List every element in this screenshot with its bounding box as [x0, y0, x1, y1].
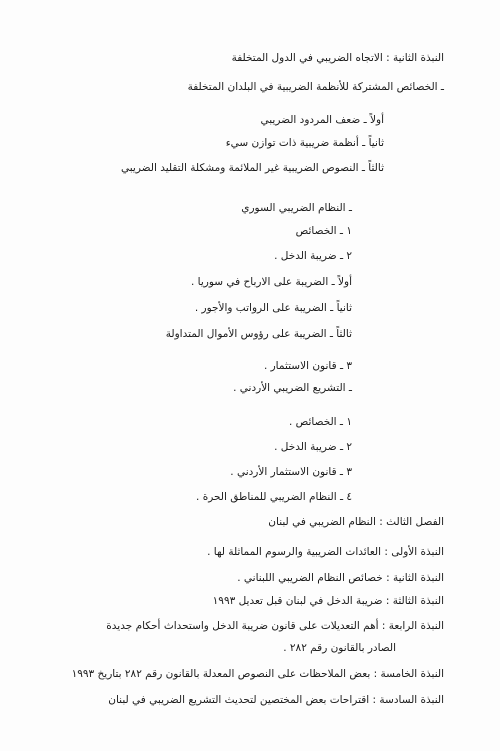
outline-line-10: ثانياً ـ الضريبة على الرواتب والأجور .: [194, 302, 352, 314]
outline-line-9: أولاً ـ الضريبة على الارباح في سوريا .: [190, 276, 352, 288]
outline-line-8: ٢ ـ ضريبة الدخل .: [274, 250, 352, 262]
outline-line-14: ١ ـ الخصائص .: [288, 416, 352, 428]
outline-line-16: ٣ ـ قانون الاستثمار الأردني .: [230, 466, 352, 478]
outline-line-20: النبذة الثانية : خصائص النظام الضريبي اللبناني .: [237, 572, 444, 584]
outline-line-2: ـ الخصائص المشتركة للأنظمة الضريبية في البلدان المتخلفة: [187, 81, 444, 93]
outline-line-11: ثالثاً ـ الضريبة على رؤوس الأموال المتداولة: [165, 328, 352, 340]
outline-line-6: ـ النظام الضريبي السوري: [241, 202, 352, 214]
outline-line-12: ٣ ـ قانون الاستثمار .: [263, 360, 352, 372]
outline-line-7: ١ ـ الخصائص: [295, 225, 352, 237]
outline-line-23: الصادر بالقانون رقم ٢٨٢ .: [283, 642, 396, 654]
outline-line-1: النبذة الثانية : الاتجاه الضريبي في الدول المتخلفة: [231, 52, 444, 64]
outline-line-22: النبذة الرابعة : أهم التعديلات على قانون ضريبة الدخل واستحداث أحكام جديدة: [106, 620, 444, 632]
outline-line-13: ـ التشريع الضريبي الأردني .: [233, 382, 352, 394]
outline-line-24: النبذة الخامسة : بعض الملاحظات على النصوص المعدلة بالقانون رقم ٢٨٢ بتاريخ ١٩٩٣: [71, 668, 444, 680]
outline-line-15: ٢ ـ ضريبة الدخل .: [274, 441, 352, 453]
outline-line-3: أولاً ـ ضعف المردود الضريبي: [260, 114, 384, 126]
chapter-heading: الفصل الثالث : النظام الضريبي في لبنان: [268, 516, 444, 528]
outline-line-19: النبذة الأولى : العائدات الضريبية والرسوم المماثلة لها .: [207, 546, 444, 558]
outline-line-21: النبذة الثالثة : ضريبة الدخل في لبنان قبل تعديل ١٩٩٣: [212, 595, 444, 607]
outline-line-25: النبذة السادسة : اقتراحات بعض المختصين لتحديث التشريع الضريبي في لبنان: [108, 694, 444, 706]
outline-line-17: ٤ ـ النظام الضريبي للمناطق الحرة .: [196, 491, 352, 503]
outline-line-4: ثانياً ـ أنظمة ضريبية ذات توازن سيء: [225, 137, 384, 149]
outline-line-5: ثالثاً ـ النصوص الضريبية غير الملائمة ومشكلة التقليد الضريبي: [121, 162, 384, 174]
